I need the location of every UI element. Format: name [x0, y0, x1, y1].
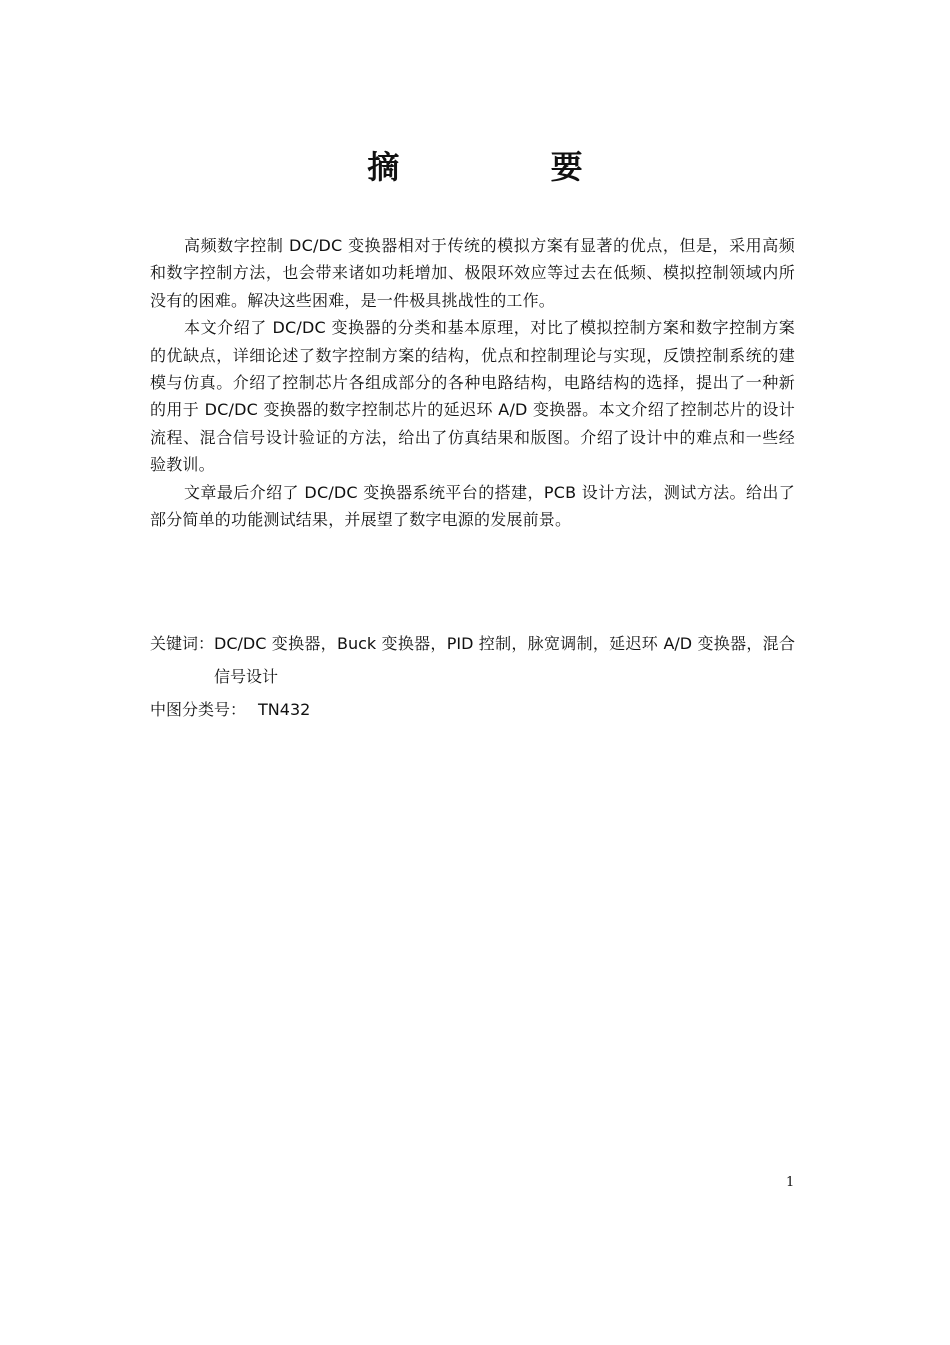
abstract-paragraph-2: 本文介绍了 DC/DC 变换器的分类和基本原理，对比了模拟控制方案和数字控制方案的优缺点，详细论述了数字控制方案的结构，优点和控制理论与实现，反馈控制系统的建模与仿真。介绍了控制芯片各组成部分的各种电路结构，电路结构的选择，提出了一种新的用于 DC/DC 变换器的数字控制芯片的延迟环 A/D 变换器。本文介绍了控制芯片的设计流程、混合信号设计验证的方法，给出了仿真结果和版图。介绍了设计中的难点和一些经验教训。 [150, 318, 795, 475]
classification-row [150, 693, 795, 726]
classification-value: TN432 [258, 700, 311, 719]
keywords-row [150, 627, 795, 693]
abstract-paragraph-1: 高频数字控制 DC/DC 变换器相对于传统的模拟方案有显著的优点，但是，采用高频和数字控制方法，也会带来诸如功耗增加、极限环效应等过去在低频、模拟控制领域内所没有的困难。解决这些困难，是一件极具挑战性的工作。 [150, 236, 795, 310]
page-number: 1 [786, 1175, 795, 1190]
abstract-title: 摘 要 [367, 148, 653, 186]
classification-label: 中图分类号： [150, 700, 247, 719]
abstract-paragraph-3: 文章最后介绍了 DC/DC 变换器系统平台的搭建，PCB 设计方法，测试方法。给出了部分简单的功能测试结果，并展望了数字电源的发展前景。 [150, 482, 795, 530]
keywords-label: 关键词： [150, 634, 215, 653]
keywords-section [150, 627, 795, 726]
keywords-values: DC/DC 变换器，Buck 变换器，PID 控制，脉宽调制，延迟环 A/D 变换器，混合信号设计 [214, 634, 795, 686]
abstract-body [150, 232, 795, 533]
